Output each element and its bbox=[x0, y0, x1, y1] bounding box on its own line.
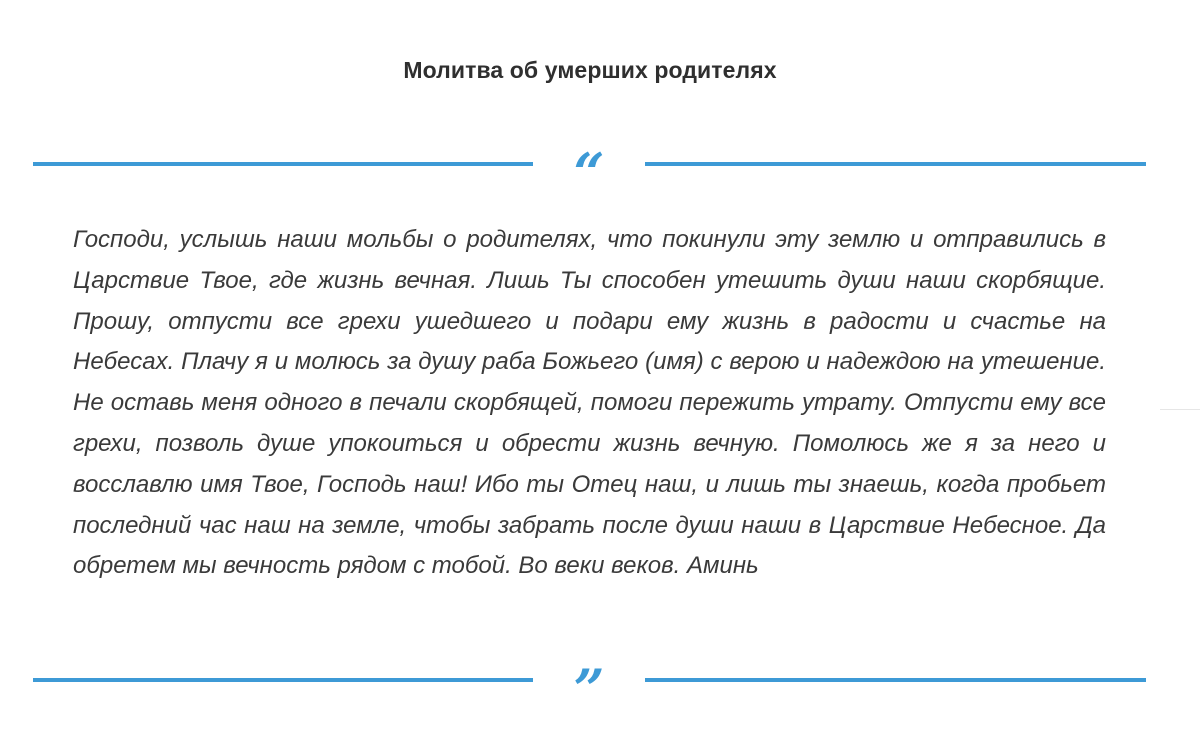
divider-line-left bbox=[33, 678, 533, 682]
open-quote-icon: “ bbox=[573, 141, 605, 205]
edge-divider bbox=[1160, 409, 1200, 410]
divider-line-right bbox=[645, 678, 1146, 682]
divider-line-right bbox=[645, 162, 1146, 166]
page-title: Молитва об умерших родителях bbox=[403, 57, 777, 84]
divider-line-left bbox=[33, 162, 533, 166]
close-quote-icon: ” bbox=[573, 657, 605, 721]
quote-top-divider bbox=[33, 141, 1146, 205]
quote-bottom-divider bbox=[33, 657, 1146, 721]
prayer-quote-text: Господи, услышь наши мольбы о родителях, что покинули эту землю и отправились в Царствие Твое, где жизнь вечная. Лишь Ты способен утешить души наши скорбящие. Прошу, отпусти все грехи ушедшего и подари ему жизнь в радости и счастье на Небесах. Плачу я и молюсь за душу раба Божьего (имя) с верою и надеждою на утешение. Не оставь меня одного в печали скорбящей, помоги пережить утрату. Отпусти ему все грехи, позволь душе упокоиться и обрести жизнь вечную. Помолюсь же я за него и восславлю имя Твое, Господь наш! Ибо ты Отец наш, и лишь ты знаешь, когда пробьет последний час наш на земле, чтобы забрать после души наши в Царствие Небесное. Да обретем мы вечность рядом с тобой. Во веки веков. Аминь bbox=[73, 226, 1106, 580]
